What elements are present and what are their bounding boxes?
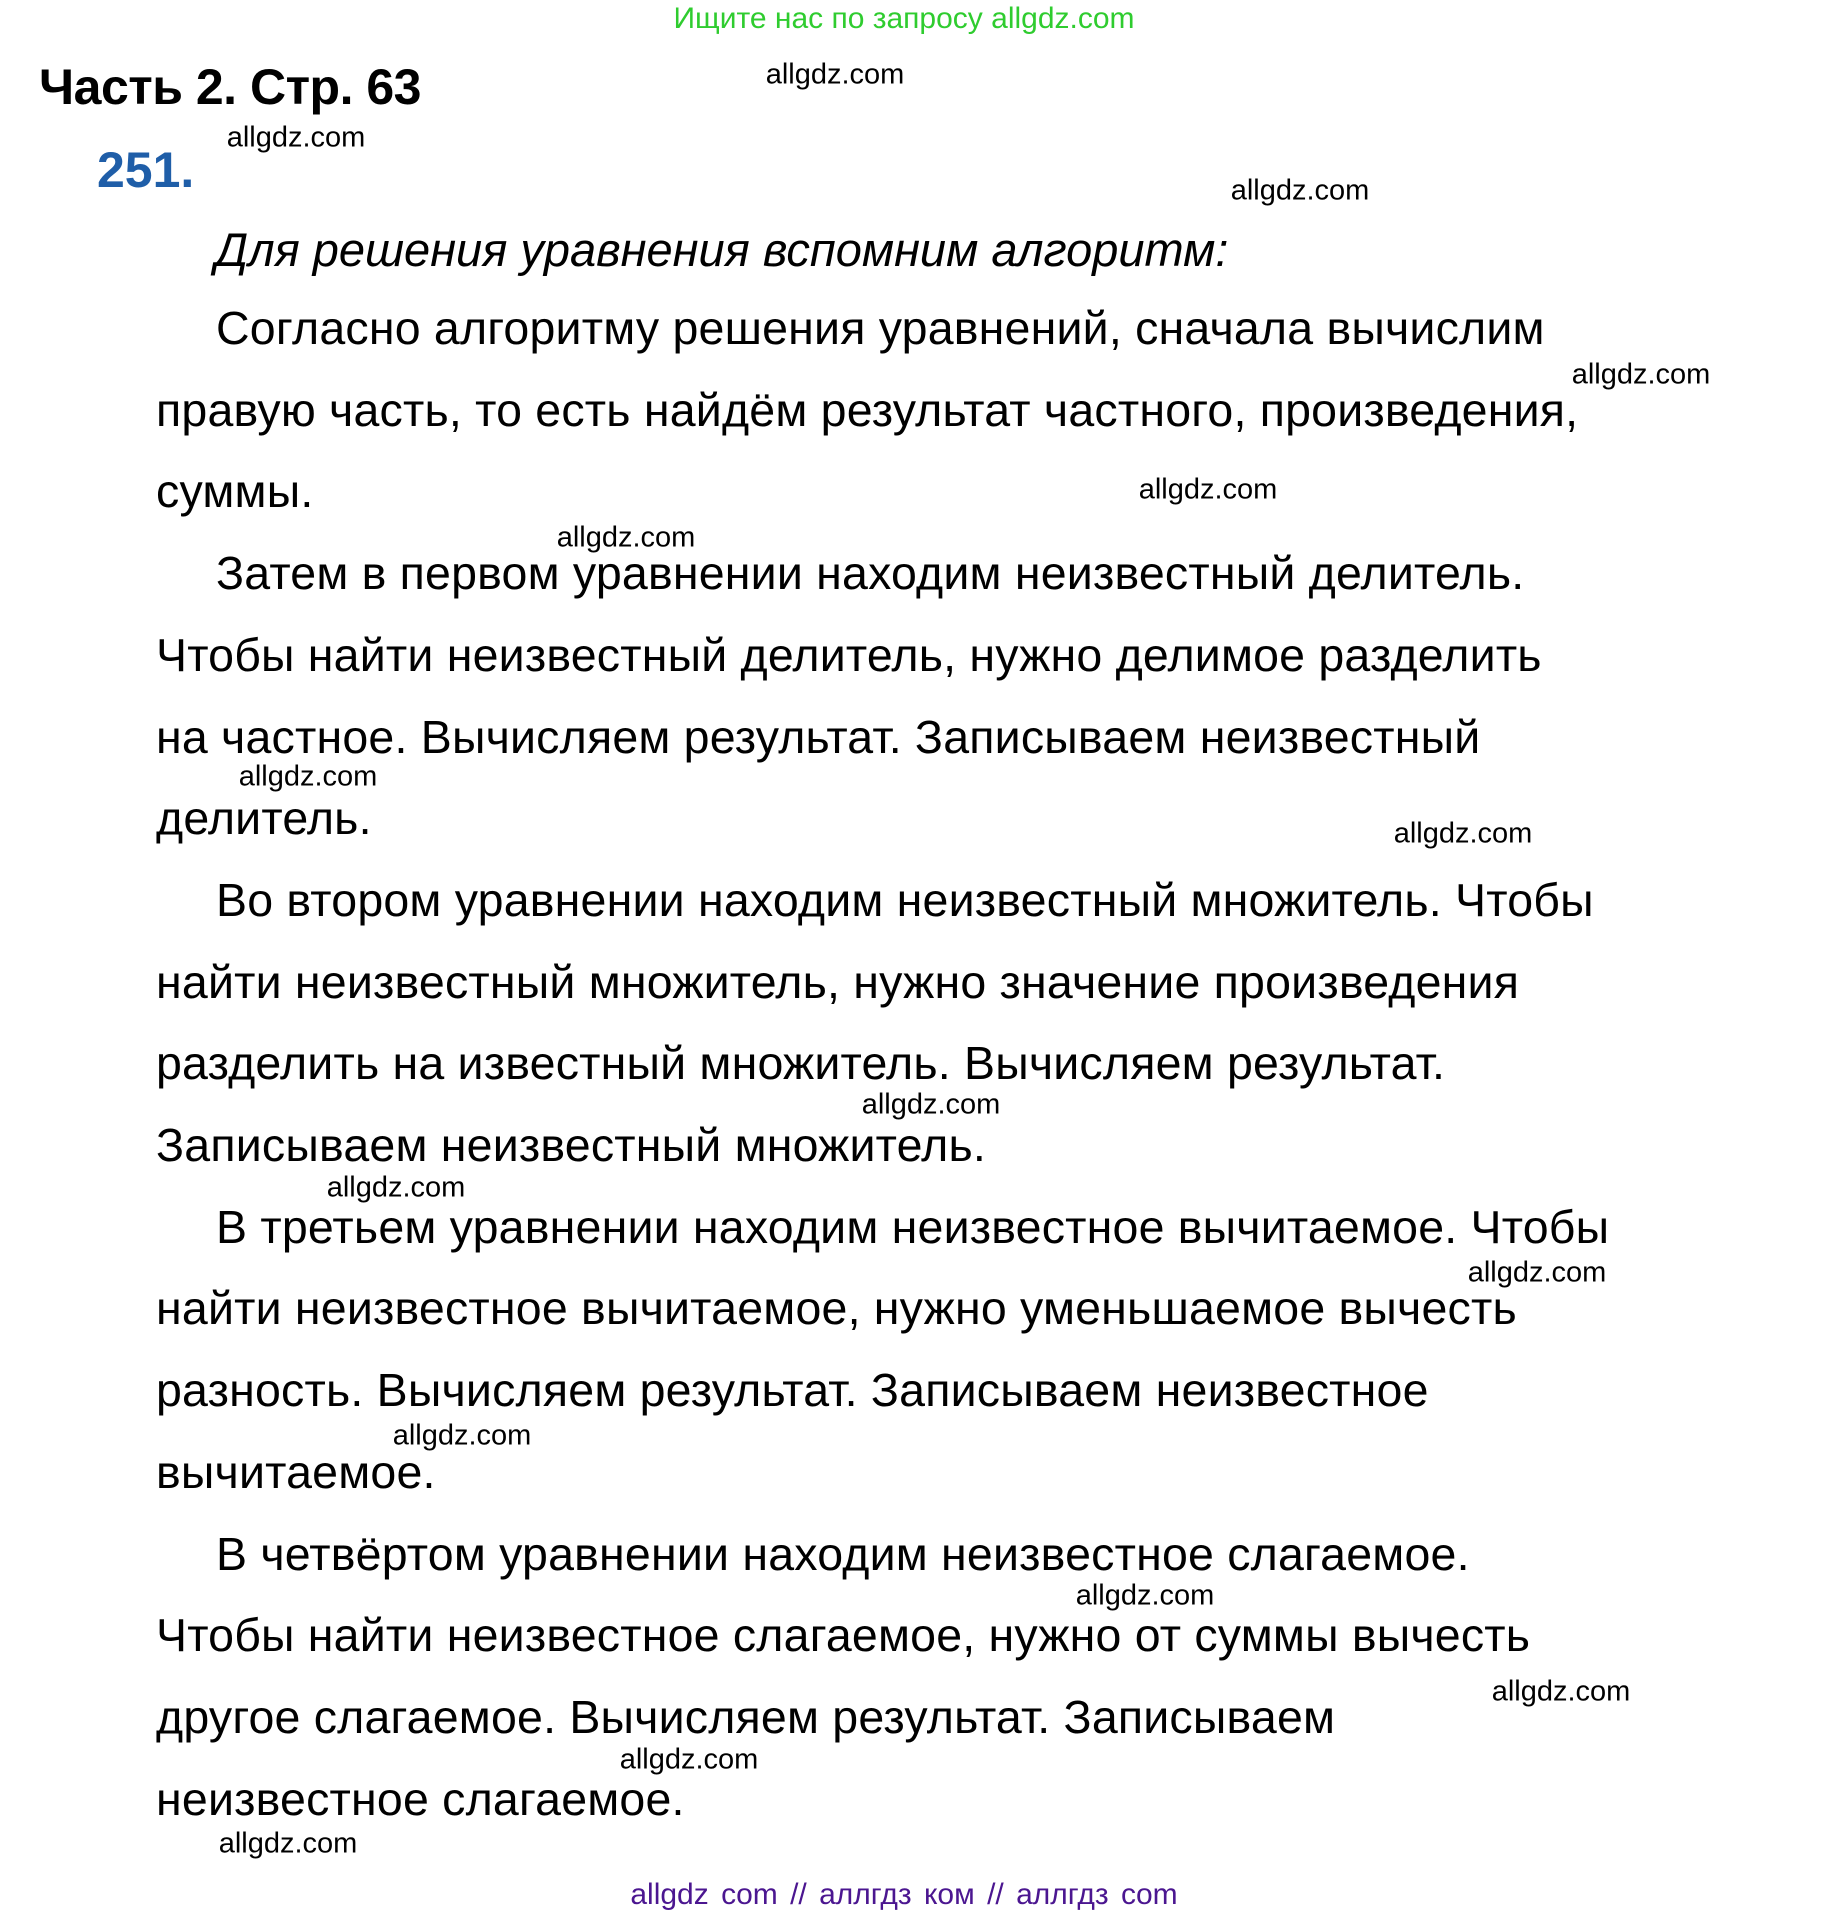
watermark-text: allgdz.com [226,121,366,154]
paragraph-line: правую часть, то есть найдём результат частного, произведения, [156,383,1579,436]
watermark-text: allgdz.com [1571,358,1711,391]
paragraph-line: разделить на известный множитель. Вычисляем результат. [156,1037,1446,1090]
intro-heading: Для решения уравнения вспомним алгоритм: [215,223,1229,276]
paragraph-line: делитель. [156,792,372,845]
watermark-text: allgdz.com [1491,1675,1631,1708]
paragraph-first-line: Согласно алгоритму решения уравнений, сначала вычислим [216,302,1545,354]
paragraph-line: Записываем неизвестный множитель. [156,1119,987,1171]
paragraph-first-line: В четвёртом уравнении находим неизвестное слагаемое. [216,1527,1470,1580]
paragraph-line: суммы. [156,465,314,518]
watermark-text: allgdz.com [556,521,696,554]
watermark-text: allgdz.com [1075,1579,1215,1612]
watermark-text: allgdz.com [218,1827,358,1860]
task-number: 251. [97,142,195,198]
watermark-text: allgdz.com [1467,1256,1607,1289]
paragraph-line: неизвестное слагаемое. [156,1772,685,1825]
watermark-text: allgdz.com [326,1171,466,1204]
page-title: Часть 2. Стр. 63 [39,59,421,115]
paragraph-first-line: В третьем уравнении находим неизвестное вычитаемое. Чтобы [216,1200,1610,1253]
paragraph-first-line: Затем в первом уравнении находим неизвестный делитель. [216,547,1525,600]
paragraph-line: найти неизвестный множитель, нужно значение произведения [156,955,1520,1008]
paragraph-line: найти неизвестное вычитаемое, нужно уменьшаемое вычесть [156,1282,1517,1335]
top-banner-link[interactable]: Ищите нас по запросу allgdz.com [673,2,1135,35]
watermark-text: allgdz.com [1230,174,1370,207]
paragraph-line: Чтобы найти неизвестное слагаемое, нужно от суммы вычесть [156,1609,1531,1662]
watermark-text: allgdz.com [1138,473,1278,506]
paragraph-first-line: Во втором уравнении находим неизвестный множитель. Чтобы [216,873,1594,926]
paragraph-line: другое слагаемое. Вычисляем результат. Записываем [156,1690,1336,1743]
watermark-text: allgdz.com [238,760,378,793]
watermark-text: allgdz.com [1393,817,1533,850]
footer-links: allgdz com // аллгдз ком // аллгдз com [630,1878,1178,1911]
paragraph-line: разность. Вычисляем результат. Записываем неизвестное [156,1364,1429,1417]
paragraph-line: Чтобы найти неизвестный делитель, нужно делимое разделить [156,628,1542,681]
watermark-text: allgdz.com [619,1743,759,1776]
watermark-text: allgdz.com [861,1088,1001,1121]
watermark-text: allgdz.com [392,1419,532,1452]
paragraph-line: на частное. Вычисляем результат. Записываем неизвестный [156,710,1481,763]
paragraph-line: вычитаемое. [156,1445,436,1498]
watermark-text: allgdz.com [765,58,905,91]
